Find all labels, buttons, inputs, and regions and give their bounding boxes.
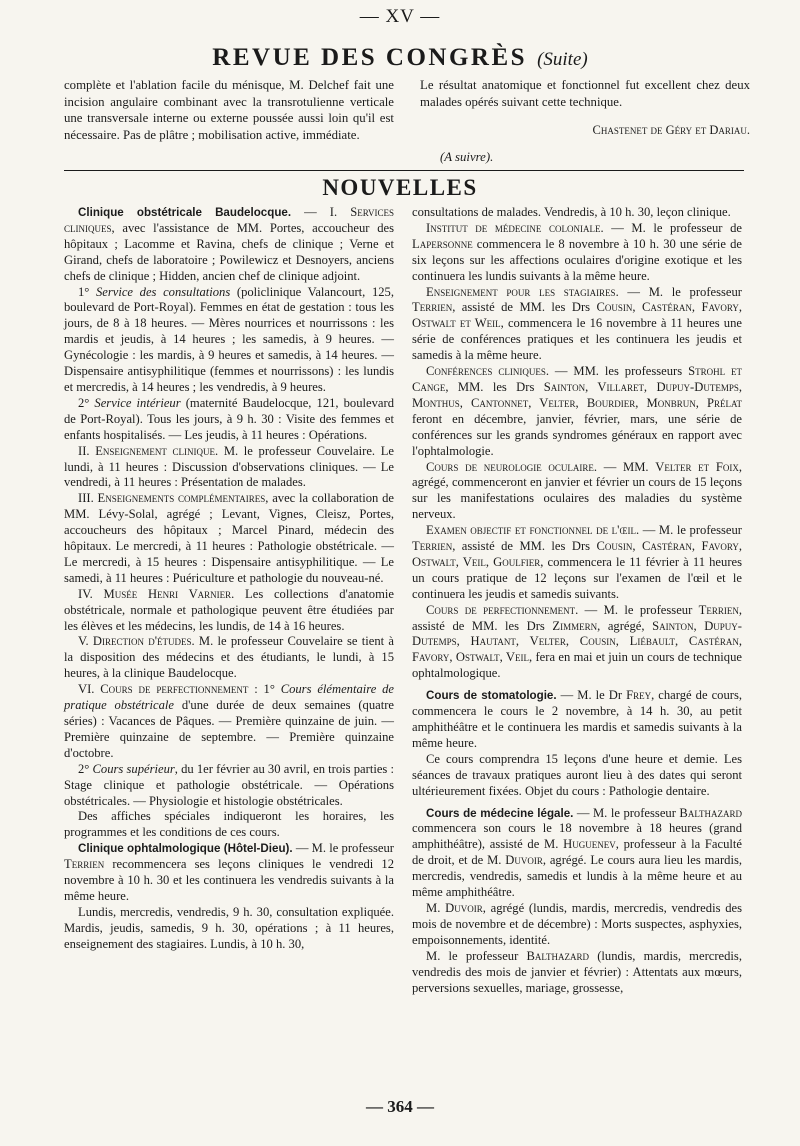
section-divider [64, 170, 744, 171]
paragraph: III. Enseignements complémentaires, avec la collaboration de MM. Lévy-Solal, agrégé ; Levant, Vignes, Cleisz, Portes, accoucheurs des hôpitaux ; Marcel Pinard, médecin des hôpitaux. Le mercredi, à 11 heures : Pathologie obstétricale. — Le mercredi, à 15 heures : Dispensaire antisyphilitique. — Le samedi, à 11 heures : Puériculture et pathologie du nouveau-né. [64, 491, 394, 585]
section-title: NOUVELLES [322, 175, 478, 200]
continuation-right-text: Le résultat anatomique et fonctionnel fut excellent chez deux malades opérés suivant cette technique. [420, 78, 750, 109]
roman-page-number: — XV — [359, 6, 441, 27]
paragraph: 1° Service des consultations (policlinique Valancourt, 125, boulevard de Port-Royal). Femmes en état de gestation : tous les jours, de 8 à 18 heures. — Mères nourrices et nourrissons : les mardis et jeudis, à 14 heures ; les samedis, à 9 heures. — Gynécologie : les mardis, à 9 heures et samedis, à 14 heures. — Dispensaire antisyphilitique (femmes et nourrissons) : les lundis et mercredis, à 14 heures ; les vendredis, à 9 heures. [64, 284, 395, 394]
paragraph: consultations de malades. Vendredis, à 10 h. 30, leçon clinique. [412, 205, 731, 219]
paragraph: VI. Cours de perfectionnement : 1° Cours élémentaire de pratique obstétricale d'une durée de deux semaines (quatre séries) : Vacances de Pâques. — Première quinzaine de juin. — Première quinzaine de septembre. — Première quinzaine d'octobre. [64, 682, 395, 760]
paragraph: Des affiches spéciales indiqueront les horaires, les programmes et les conditions de ces cours. [64, 809, 394, 840]
paragraph: Clinique ophtalmologique (Hôtel-Dieu). — M. le professeur Terrien recommencera ses leçons cliniques le vendredi 12 novembre à 10 h. 30 et les continuera les vendredis suivants à la même heure. [64, 841, 395, 903]
paragraph: Examen objectif et fonctionnel de l'œil. — M. le professeur Terrien, assisté de MM. les Drs Cousin, Castéran, Favory, Ostwalt, Veil, Goulfier, commencera le 11 février à 11 heures un cours pratique de 12 leçons sur l'examen de l'œil et le continuera les jeudis et samedis suivants. [412, 523, 743, 601]
paragraph: V. Direction d'études. M. le professeur Couvelaire se tient à la disposition des médecins et des étudiants, le lundi, à 15 heures, à la clinique Baudelocque. [64, 634, 394, 681]
paragraph-heading: Cours de stomatologie. [426, 689, 557, 703]
paragraph: 2° Cours supérieur, du 1er février au 30 avril, en trois parties : Stage clinique et pathologie obstétricale. — Opérations obstétricales. — Physiologie et histologie obstétricales. [64, 761, 394, 808]
paragraph: Clinique obstétricale Baudelocque. — I. Services cliniques, avec l'assistance de MM. Portes, accoucheur des hôpitaux ; Lacomme et Ravina, chefs de clinique ; Verne et Girand, chefs de laboratoire ; Powilewicz et Desnoyers, anciens chefs de clinique ; Hidden, ancien chef de clinique adjoint. [64, 205, 394, 283]
paragraph-heading: Clinique obstétricale Baudelocque. [78, 206, 292, 219]
paragraph: Ce cours comprendra 15 leçons d'une heure et demie. Les séances de travaux pratiques auront lieu à des dates qui seront ultérieurement fixées. Objet du cours : Pathologie dentaire. [412, 751, 742, 798]
paragraph: Cours de perfectionnement. — M. le professeur Terrien, assisté de MM. les Drs Zimmern, agrégé, Sainton, Dupuy-Dutemps, Hautant, Velter, Cousin, Liébault, Castéran, Favory, Ostwalt, Veil, fera en mai et juin un cours de technique ophtalmologique. [412, 602, 743, 681]
page-number: — 364 — [366, 1097, 434, 1116]
paragraph: Cours de neurologie oculaire. — MM. Velter et Foix, agrégé, commenceront en janvier et février un cours de 15 leçons sur les manifestations oculaires des maladies du système nerveux. [412, 459, 742, 522]
continuation-left: complète et l'ablation facile du ménisque, M. Delchef fait une incision angulaire combinant avec la transrotulienne verticale une transversale interne ou externe poussée aussi loin qu'il est nécessaire. Pas de plâtre ; mobilisation active, immédiate. [64, 78, 394, 142]
header-suite: (Suite) [537, 49, 588, 70]
header-title: REVUE DES CONGRÈS [212, 44, 528, 71]
paragraph-heading: Clinique ophtalmologique (Hôtel-Dieu). [78, 842, 293, 856]
paragraph: M. le professeur Balthazard (lundis, mardis, mercredis, vendredis des mois de janvier et février) : Attentats aux mœurs, perversions sexuelles, mariage, grossesse, [412, 948, 742, 995]
section-header [0, 44, 800, 72]
paragraph: Cours de stomatologie. — M. le Dr Frey, chargé de cours, commencera le cours le 2 novembre, à 14 h. 30, au petit amphithéâtre et le continuera les mardis et samedis suivants à la même heure. [412, 688, 742, 750]
paragraph: II. Enseignement clinique. M. le professeur Couvelaire. Le lundi, à 11 heures : Discussion d'observations cliniques. — Le vendredi, à 11 heures : Présentation de malades. [64, 443, 394, 490]
continuation-right [420, 77, 750, 165]
paragraph: M. Duvoir, agrégé (lundis, mardis, mercredis, vendredis des mois de novembre et de décembre) : Morts suspectes, asphyxies, empoisonnements, identité. [412, 900, 743, 947]
paragraph: 2° Service intérieur (maternité Baudelocque, 121, boulevard de Port-Royal). Tous les jours, à 9 h. 30 : Visite des femmes et enfants hospitalisés. — Les jeudis, à 11 heures : Opérations. [64, 395, 394, 442]
left-column [64, 205, 394, 953]
paragraph: Cours de médecine légale. — M. le professeur Balthazard commencera son cours le 18 novembre à 18 heures (grand amphithéâtre), assisté de M. Huguenev, professeur à la Faculté de droit, et de M. Duvoir, agrégé. Le cours aura lieu les mardis, mercredis, vendredis, samedis et lundis à la même heure et au même amphithéâtre. [412, 805, 742, 900]
paragraph-heading: Cours de médecine légale. [426, 806, 574, 820]
paragraph: Lundis, mercredis, vendredis, 9 h. 30, consultation expliquée. Mardis, jeudis, samedis, 9 h. 30, opérations ; à 11 heures, enseignement des stagiaires. Lundis, à 10 h. 30, [64, 904, 394, 951]
paragraph: Conférences cliniques. — MM. les professeurs Strohl et Cange, MM. les Drs Sainton, Villaret, Dupuy-Dutemps, Monthus, Cantonnet, Velter, Bourdier, Monbrun, Prélat feront en décembre, janvier, février, mars, une série de conférences sur les grands syndromes généraux en rapport avec l'ophtalmologie. [412, 364, 742, 458]
signature: Chastenet de Géry et Dariau. [592, 123, 750, 138]
to-follow: (A suivre). [440, 149, 494, 164]
paragraph: IV. Musée Henri Varnier. Les collections d'anatomie obstétricale, normale et pathologique peuvent être étudiées par les élèves et les médecins, les lundis, de 14 à 16 heures. [64, 586, 394, 633]
right-column [412, 205, 742, 996]
paragraph: Enseignement pour les stagiaires. — M. le professeur Terrien, assisté de MM. les Drs Cousin, Castéran, Favory, Ostwalt et Weil, commencera le 16 novembre à 11 heures une série de conférences pratiques et les continuera les jeudis et samedis à la même heure. [412, 284, 742, 363]
paragraph: Institut de médecine coloniale. — M. le professeur de Lapersonne commencera le 8 novembre à 10 h. 30 une série de six leçons sur les affections oculaires d'origine exotique et les continuera les lundis suivants à la même heure. [412, 220, 742, 283]
